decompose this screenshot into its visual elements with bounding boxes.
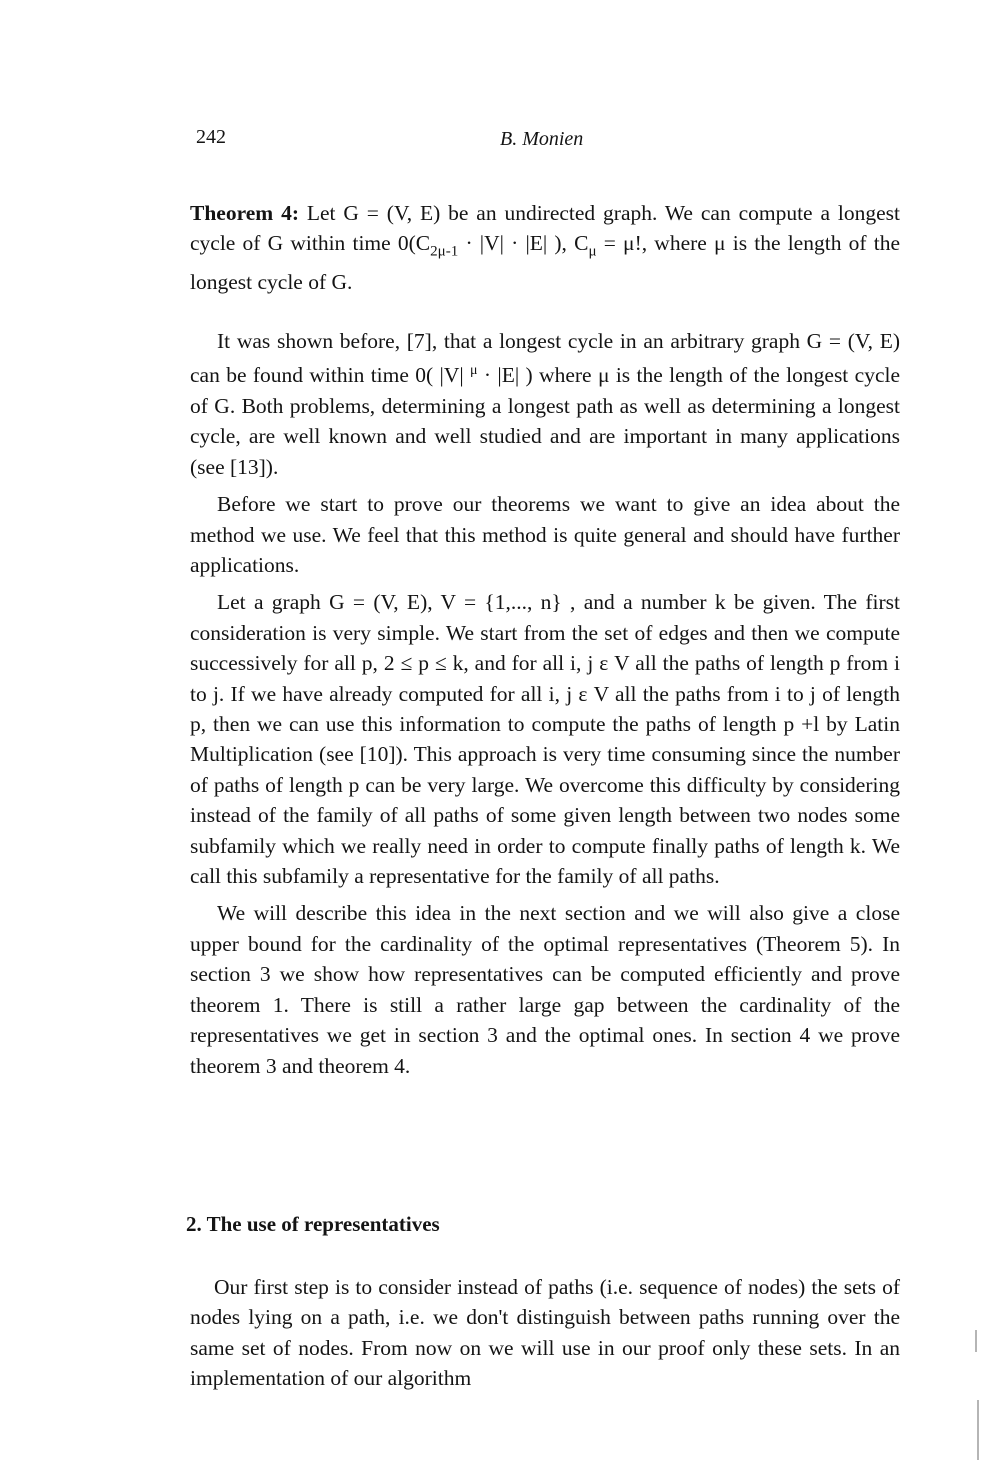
paragraph-text: It was shown before, [7], that a longest cycle in an arbitrary graph G = (V, E) can be found within time 0( |V| [190, 329, 900, 388]
scan-artifact [975, 1330, 977, 1352]
paragraph: Let a graph G = (V, E), V = {1,..., n} , and a number k be given. The first consideration is very simple. We start from the set of edges and then we compute successively for all p, 2 ≤ p ≤ k, and for all i, j ε V all the paths of length p from i to j. If we have already computed for all i, j ε V all the paths from i to j of length p, then we can use this information to compute the paths of length p +l by Latin Multiplication (see [10]). This approach is very time consuming since the number of paths of length p can be very large. We overcome this difficulty by considering instead of the family of all paths of some given length between two nodes some subfamily which we really need in order to compute finally paths of length k. We call this subfamily a representative for the family of all paths. [190, 590, 900, 889]
paragraph-text: · |E| ) where μ is the length of the longest cycle of G. Both problems, determining a longest path as well as determining a longest cycle, are well known and well studied and are important in many applications (see [13]). [190, 363, 900, 479]
theorem-label: Theorem 4: [190, 201, 299, 225]
paragraph: Before we start to prove our theorems we want to give an idea about the method we use. We feel that this method is quite general and should have further applications. [190, 492, 900, 577]
theorem-4 [190, 198, 900, 298]
section-heading: 2. The use of representatives [186, 1212, 440, 1236]
page-header [196, 126, 896, 160]
theorem-subscript: 2μ-1 [430, 243, 459, 260]
theorem-statement [190, 198, 900, 298]
theorem-subscript: μ [588, 243, 597, 260]
theorem-text-part: = μ!, where μ is the length of the longest cycle of G. [190, 231, 900, 295]
scan-artifact [977, 1400, 979, 1460]
section-body [190, 1272, 900, 1394]
theorem-text-part: · |V| · |E| ), C [458, 231, 589, 256]
page-number: 242 [196, 126, 226, 148]
running-head: B. Monien [500, 128, 584, 150]
superscript: μ [470, 363, 478, 379]
theorem-text-part: Let G = (V, E) be an undirected graph. We can compute a longest cycle of G within time 0(C [190, 201, 900, 256]
paragraph: We will describe this idea in the next section and we will also give a close upper bound for the cardinality of the optimal representatives (Theorem 5). In section 3 we show how representatives can be computed efficiently and prove theorem 1. There is still a rather large gap between the cardinality of the representatives we get in section 3 and the optimal ones. In section 4 we prove theorem 3 and theorem 4. [190, 901, 900, 1078]
paragraph [190, 326, 900, 482]
paragraph: Our first step is to consider instead of paths (i.e. sequence of nodes) the sets of nodes lying on a path, i.e. we don't distinguish between paths running over the same set of nodes. From now on we will use in our proof only these sets. In an implementation of our algorithm [190, 1275, 900, 1391]
intro-section [190, 326, 900, 1081]
